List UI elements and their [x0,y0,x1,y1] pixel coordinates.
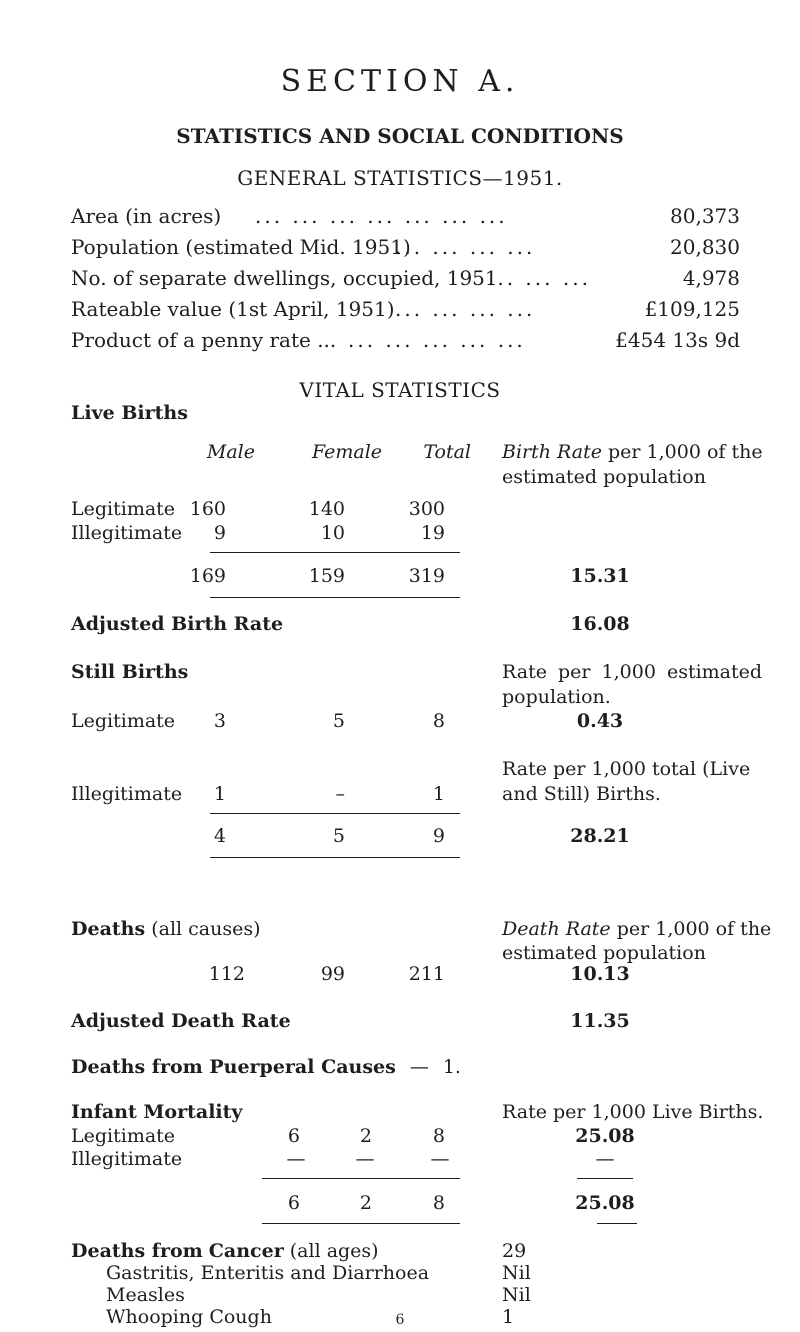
still-births-illegit-label: Illegitimate [71,783,183,805]
divider [210,813,460,814]
general-row-label: No. of separate dwellings, occupied, 1951 [71,266,498,290]
divider [210,857,460,858]
infant-legit-total: 8 [432,1125,445,1147]
divider [577,1178,633,1179]
live-births-illegit-female: 10 [320,522,345,544]
infant-legit-male: 6 [287,1125,300,1147]
live-births-total-female: 159 [308,565,345,587]
infant-total-rate: 25.08 [575,1192,635,1214]
deaths-female: 99 [320,963,345,985]
adjusted-death-rate-value: 11.35 [570,1010,630,1032]
general-row-label: Area (in acres) [71,204,222,228]
infant-legit-rate: 25.08 [575,1125,635,1147]
other-cause-value: Nil [502,1284,531,1306]
still-births-legit-label: Legitimate [71,710,176,732]
general-statistics-title: GENERAL STATISTICS—1951. [237,166,563,190]
infant-total-female: 2 [359,1192,372,1214]
general-row-dots: ... ... ... ... [395,297,536,321]
other-cause-value: Nil [502,1262,531,1284]
still-births-illegit-male: 1 [213,783,226,805]
deaths-male: 112 [208,963,245,985]
still-births-legit-total: 8 [432,710,445,732]
still-births-heading: Still Births [71,661,189,683]
infant-total-total: 8 [432,1192,445,1214]
general-row-label: Rateable value (1st April, 1951) [71,297,395,321]
still-births-illegit-female: – [335,783,345,805]
live-births-legit-male: 160 [189,498,226,520]
infant-legit-female: 2 [359,1125,372,1147]
deaths-total: 211 [408,963,445,985]
infant-illegit-female: — [355,1148,375,1170]
general-row-dots: ... ... ... ... ... ... ... [255,204,508,228]
still-births-rate-note: Rate per 1,000 estimated [502,661,763,683]
still-births-rate-note2: Rate per 1,000 total (Live [502,758,751,780]
birth-rate-label-line2: estimated population [502,466,706,488]
adjusted-birth-rate-label: Adjusted Birth Rate [71,613,284,635]
general-row-value: 80,373 [670,204,740,228]
general-row-value: 4,978 [682,266,740,290]
death-rate-value: 10.13 [570,963,630,985]
still-births-illegit-total: 1 [432,783,445,805]
other-cause-label: Measles [106,1284,185,1306]
still-births-rate-note2-line2: and Still) Births. [502,783,661,805]
infant-total-male: 6 [287,1192,300,1214]
live-births-total-male: 169 [189,565,226,587]
col-male-header: Male [206,441,255,463]
still-births-rate-note-line2: population. [502,686,611,708]
birth-rate-value: 15.31 [570,565,630,587]
infant-legit-label: Legitimate [71,1125,176,1147]
section-title: SECTION A. [280,64,520,99]
divider [210,552,460,553]
divider [262,1223,460,1224]
general-row-dots: ... ... ... ... [395,235,536,259]
other-cause-label: Whooping Cough [106,1306,272,1328]
col-total-header: Total [423,441,471,463]
live-births-legit-female: 140 [308,498,345,520]
cancer-deaths-value: 29 [502,1240,527,1262]
general-row-label: Population (estimated Mid. 1951) [71,235,411,259]
puerperal-deaths: Deaths from Puerperal Causes — 1. [71,1056,461,1078]
adjusted-birth-rate-value: 16.08 [570,613,630,635]
infant-mortality-heading: Infant Mortality [71,1101,243,1123]
general-row-value: 20,830 [670,235,740,259]
general-row-value: £454 13s 9d [615,328,740,352]
general-row-dots: ... ... ... ... ... [348,328,526,352]
infant-illegit-rate: — [595,1148,615,1170]
adjusted-death-rate-label: Adjusted Death Rate [71,1010,291,1032]
main-title: STATISTICS AND SOCIAL CONDITIONS [176,124,624,148]
other-cause-value: 1 [502,1306,515,1328]
deaths-heading: Deaths (all causes) [71,918,261,940]
live-births-illegit-male: 9 [213,522,226,544]
cancer-deaths-label: Deaths from Cancer (all ages) [71,1240,379,1262]
live-births-total-total: 319 [408,565,445,587]
still-births-legit-female: 5 [332,710,345,732]
death-rate-label: Death Rate per 1,000 of the [502,918,772,940]
still-births-total-female: 5 [332,825,345,847]
live-births-illegit-label: Illegitimate [71,522,183,544]
live-births-heading: Live Births [71,402,188,424]
general-row-value: £109,125 [644,297,740,321]
still-births-total-rate: 28.21 [570,825,630,847]
vital-statistics-title: VITAL STATISTICS [299,378,501,402]
page-number: 6 [395,1312,405,1328]
divider [597,1223,637,1224]
divider [210,597,460,598]
still-births-legit-male: 3 [213,710,226,732]
live-births-illegit-total: 19 [420,522,445,544]
still-births-total-male: 4 [213,825,226,847]
infant-illegit-total: — [430,1148,450,1170]
live-births-legit-label: Legitimate [71,498,176,520]
still-births-rate-value: 0.43 [576,710,624,732]
infant-illegit-male: — [286,1148,306,1170]
live-births-legit-total: 300 [408,498,445,520]
general-row-dots: ... ... ... [488,266,591,290]
other-cause-label: Gastritis, Enteritis and Diarrhoea [106,1262,430,1284]
col-female-header: Female [312,441,383,463]
death-rate-label-line2: estimated population [502,942,706,964]
general-row-label: Product of a penny rate ... [71,328,337,352]
still-births-total-total: 9 [432,825,445,847]
birth-rate-label: Birth Rate per 1,000 of the [502,441,763,463]
infant-mortality-rate-note: Rate per 1,000 Live Births. [502,1101,764,1123]
infant-illegit-label: Illegitimate [71,1148,183,1170]
divider [262,1178,460,1179]
